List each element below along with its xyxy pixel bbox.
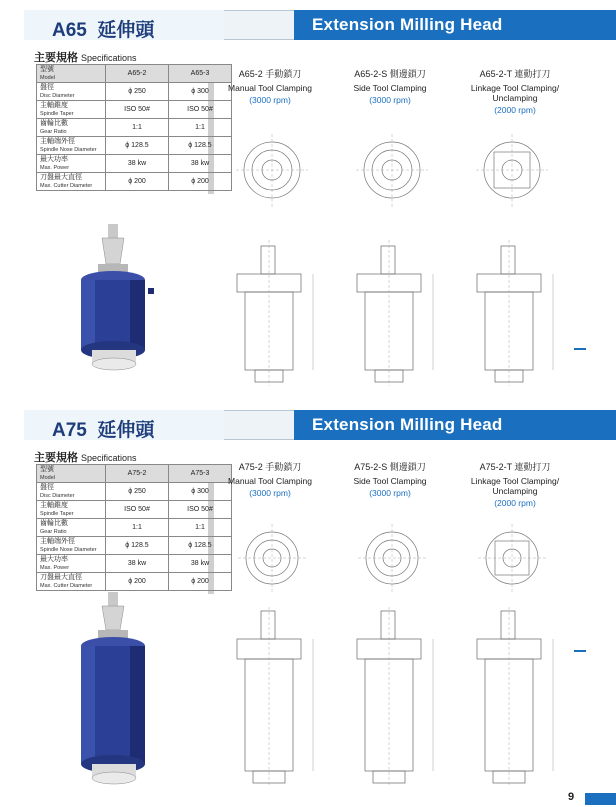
header-left-band xyxy=(24,410,294,440)
variant-title: A65-2-T 連動打刀 Linkage Tool Clamping/ Unclamping (2000 rpm) xyxy=(470,69,560,115)
header-left-band xyxy=(24,10,294,40)
top-view-drawing xyxy=(472,128,552,218)
section-code: A75 延伸頭 xyxy=(52,420,155,441)
table-row: 主軸端外徑 Spindle Nose Diameter ϕ 128.5 ϕ 128.5 xyxy=(37,537,232,555)
section-title-en: Extension Milling Head xyxy=(312,415,503,434)
variant-title: A75-2-S 側邊鎖刀 Side Tool Clamping (3000 rpm) xyxy=(353,462,427,498)
section-header xyxy=(0,10,616,41)
table-row: 主軸錐度 Spindle Taper ISO 50# ISO 50# xyxy=(37,101,232,119)
side-view-drawing xyxy=(335,605,445,790)
page-number: 9 xyxy=(568,791,575,803)
product-photo-a65 xyxy=(70,222,170,387)
top-view-drawing xyxy=(352,128,432,218)
table-row: 主軸端外徑 Spindle Nose Diameter ϕ 128.5 ϕ 128.5 xyxy=(37,137,232,155)
header-right-band xyxy=(294,10,616,40)
table-row: 刀盤最大直徑 Max. Cutter Diameter ϕ 200 ϕ 200 xyxy=(37,173,232,191)
table-row: 最大功率 Max. Power 38 kw 38 kw xyxy=(37,155,232,173)
table-row: 齒輪比數 Gear Ratio 1:1 1:1 xyxy=(37,119,232,137)
section-title-en: Extension Milling Head xyxy=(312,15,503,34)
variant-title: A75-2 手動鎖刀 Manual Tool Clamping (3000 rpm) xyxy=(228,462,312,498)
top-view-drawing xyxy=(352,518,432,603)
table-row: 盤徑 Disc Diameter ϕ 250 ϕ 300 xyxy=(37,483,232,501)
table-row: 主軸錐度 Spindle Taper ISO 50# ISO 50# xyxy=(37,501,232,519)
section-a75 xyxy=(0,400,616,800)
table-row: 盤徑 Disc Diameter ϕ 250 ϕ 300 xyxy=(37,83,232,101)
section-code: A65 延伸頭 xyxy=(52,20,155,41)
top-view-drawing xyxy=(472,518,552,603)
product-photo-a75 xyxy=(70,590,170,795)
top-view-drawing xyxy=(232,518,312,603)
section-header xyxy=(0,410,616,441)
table-row: 型號 Model A65-2 A65-3 xyxy=(37,65,232,83)
side-view-drawing xyxy=(455,605,565,790)
variant-title: A65-2 手動鎖刀 Manual Tool Clamping (3000 rpm) xyxy=(228,69,312,105)
top-view-drawing xyxy=(232,128,312,218)
side-view-drawing xyxy=(215,605,325,790)
spec-title: 主要規格 Specifications xyxy=(34,452,137,464)
spec-table xyxy=(36,64,232,191)
variant-title: A65-2-S 側邊鎖刀 Side Tool Clamping (3000 rpm) xyxy=(353,69,427,105)
table-row: 刀盤最大直徑 Max. Cutter Diameter ϕ 200 ϕ 200 xyxy=(37,573,232,591)
section-a65 xyxy=(0,0,616,400)
table-row: 齒輪比數 Gear Ratio 1:1 1:1 xyxy=(37,519,232,537)
table-row: 型號 Model A75-2 A75-3 xyxy=(37,465,232,483)
table-row: 最大功率 Max. Power 38 kw 38 kw xyxy=(37,555,232,573)
side-view-drawing xyxy=(335,238,445,388)
spec-title: 主要規格 Specifications xyxy=(34,52,137,64)
header-right-band xyxy=(294,410,616,440)
side-view-drawing xyxy=(215,238,325,388)
variant-title: A75-2-T 連動打刀 Linkage Tool Clamping/ Unclamping (2000 rpm) xyxy=(470,462,560,508)
side-view-drawing xyxy=(455,238,565,388)
page-footer-bar xyxy=(585,793,616,805)
spec-table xyxy=(36,464,232,591)
